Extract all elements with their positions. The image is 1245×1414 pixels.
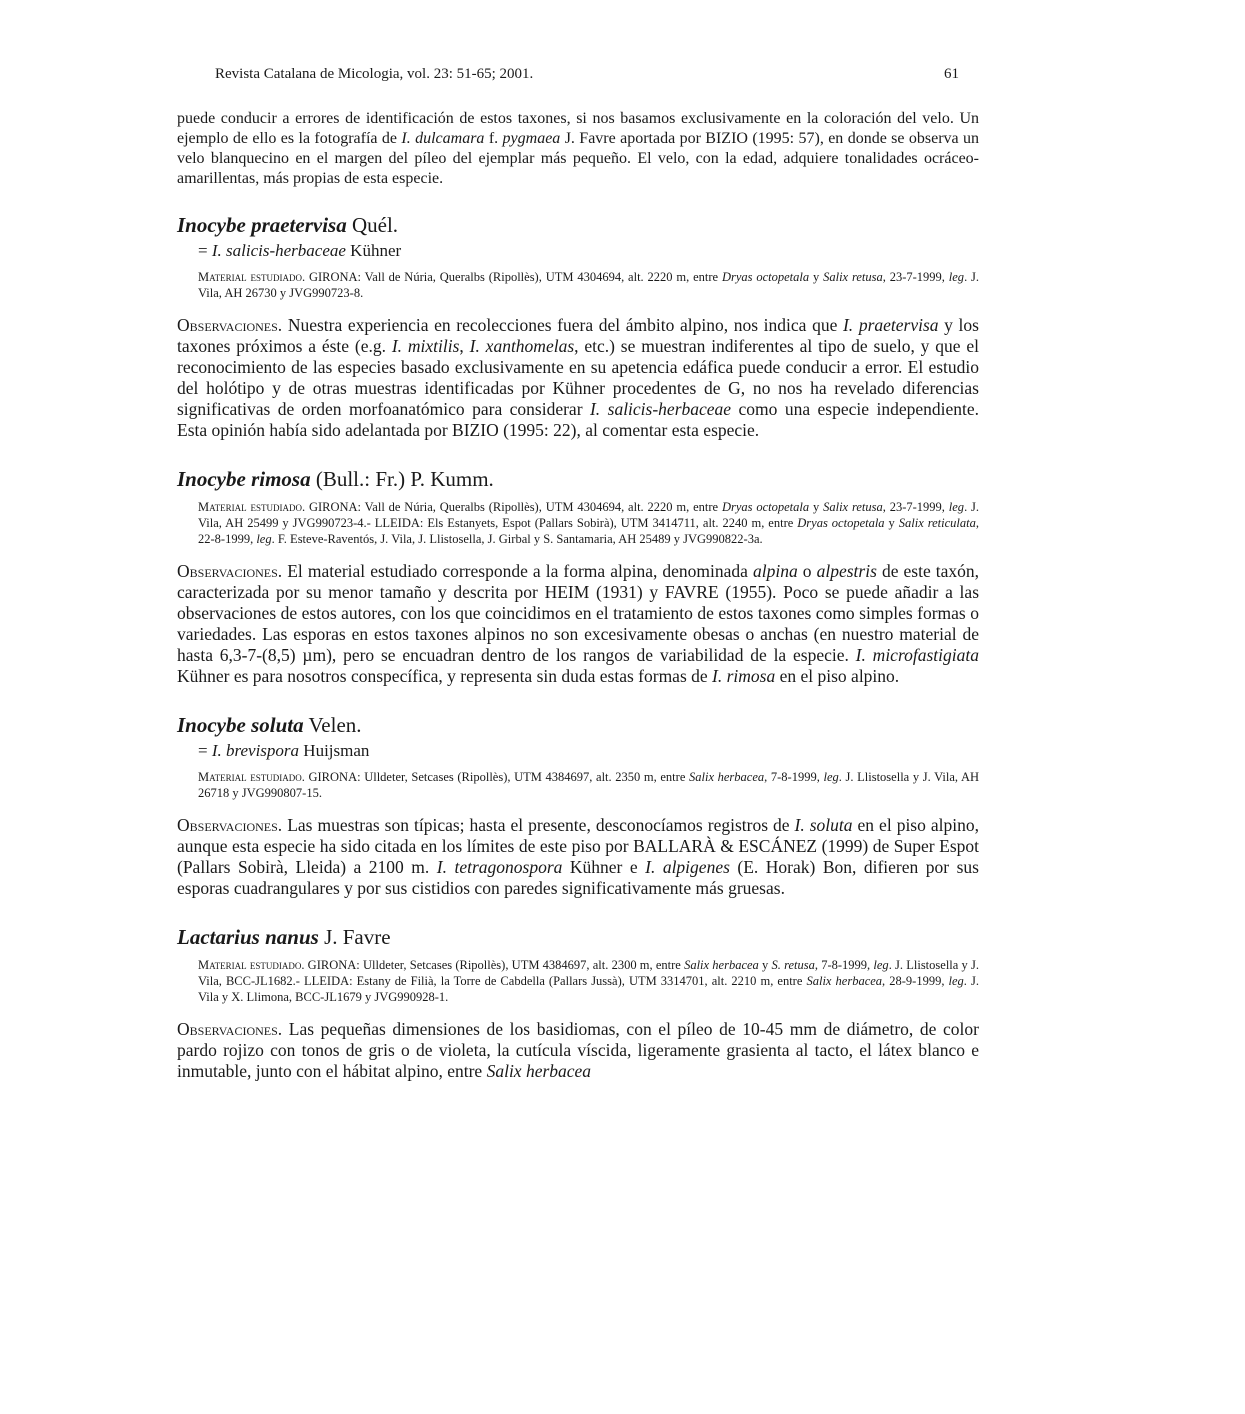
text-segment: en el piso alpino. bbox=[775, 666, 900, 686]
species-heading bbox=[177, 925, 979, 949]
synonym-author: Huijsman bbox=[299, 741, 370, 760]
text-segment: I. xanthomelas bbox=[469, 336, 575, 356]
text-segment: leg bbox=[948, 270, 965, 284]
text-segment: y los taxones próximos a éste (e.g. bbox=[177, 315, 979, 356]
species-author: Velen. bbox=[303, 713, 362, 737]
material-label: Material estudiado. bbox=[198, 958, 305, 972]
species-heading bbox=[177, 467, 979, 491]
text-segment: S. retusa bbox=[771, 958, 815, 972]
text-segment: Salix retusa bbox=[823, 270, 883, 284]
species-author: J. Favre bbox=[318, 925, 391, 949]
text-segment: , 23-7-1999, bbox=[882, 270, 949, 284]
observations bbox=[177, 815, 979, 899]
text-segment: leg bbox=[948, 974, 964, 988]
page-number: 61 bbox=[944, 66, 959, 82]
text-segment: I. salicis-herbaceae bbox=[589, 399, 732, 419]
text-segment: Nuestra experiencia en recolecciones fuera del ámbito alpino, nos indica que bbox=[282, 315, 843, 335]
text-segment: y bbox=[809, 270, 824, 284]
text-segment: I. praetervisa bbox=[842, 315, 939, 335]
observations-label: Observaciones. bbox=[177, 1019, 283, 1039]
text-segment: Salix herbacea bbox=[806, 974, 883, 988]
observations bbox=[177, 1019, 979, 1082]
text-segment: leg bbox=[823, 770, 839, 784]
species-name: Inocybe rimosa bbox=[177, 467, 311, 491]
observations-label: Observaciones. bbox=[177, 815, 283, 835]
text-segment: = bbox=[198, 241, 212, 260]
species-heading bbox=[177, 213, 979, 237]
material-label: Material estudiado. bbox=[198, 270, 306, 284]
text-segment: Las pequeñas dimensiones de los basidiomas, con el píleo de 10-45 mm de diámetro, de color pardo rojizo con tonos de gris o de violeta, la cutícula víscida, ligeramente grasienta al tacto, el látex blanco e inmutable, junto con el hábitat alpino, entre bbox=[177, 1019, 979, 1081]
species-name: Lactarius nanus bbox=[177, 925, 319, 949]
text-segment: , 22-8-1999, bbox=[198, 516, 979, 546]
synonym-author: Kühner bbox=[345, 241, 402, 260]
text-segment: , 23-7-1999, bbox=[882, 500, 949, 514]
text-segment: Kühner e bbox=[562, 857, 646, 877]
species-entry bbox=[177, 713, 979, 899]
text-segment: I. soluta bbox=[794, 815, 853, 835]
text-segment: Dryas octopetala bbox=[721, 500, 810, 514]
text-segment: leg bbox=[948, 500, 965, 514]
text-segment: . F. Esteve-Raventós, J. Vila, J. Llistosella, J. Girbal y S. Santamaria, AH 25489 y JVG990822-3a. bbox=[271, 532, 763, 546]
text-segment: GIRONA: Ulldeter, Setcases (Ripollès), UTM 4384697, alt. 2350 m, entre bbox=[304, 770, 689, 784]
species-entry bbox=[177, 467, 979, 687]
text-segment: . J. Vila, AH 26730 y JVG990723-8. bbox=[198, 270, 980, 300]
material-studied bbox=[198, 957, 979, 1005]
text-segment: Salix herbacea bbox=[486, 1061, 592, 1081]
observations bbox=[177, 315, 979, 441]
species-entry bbox=[177, 925, 979, 1082]
synonym-name: I. salicis-herbaceae bbox=[211, 241, 346, 260]
synonym bbox=[198, 741, 979, 761]
synonym-name: I. brevispora bbox=[211, 741, 300, 760]
text-segment: Salix reticulata bbox=[898, 516, 976, 530]
text-segment: GIRONA: Vall de Núria, Queralbs (Ripollès), UTM 4304694, alt. 2220 m, entre bbox=[305, 500, 722, 514]
text-segment: puede conducir a errores de identificación de estos taxones, si nos basamos exclusivamente en la coloración del velo. Un ejemplo de ello es la fotografía de bbox=[177, 110, 979, 147]
text-segment: , 28-9-1999, bbox=[882, 974, 949, 988]
text-segment: . J. Vila, AH 25499 y JVG990723-4.- LLEIDA: Els Estanyets, Espot (Pallars Sobirà), UTM 3414711, alt. 2240 m, entre bbox=[198, 500, 980, 530]
material-label: Material estudiado. bbox=[198, 770, 305, 784]
text-segment: Salix retusa bbox=[823, 500, 883, 514]
text-segment: pygmaea bbox=[502, 130, 561, 147]
species-author: Quél. bbox=[346, 213, 399, 237]
text-segment: leg bbox=[873, 958, 889, 972]
species-name: Inocybe soluta bbox=[177, 713, 304, 737]
text-segment: Salix herbacea bbox=[689, 770, 765, 784]
observations bbox=[177, 561, 979, 687]
text-segment: , 7-8-1999, bbox=[814, 958, 874, 972]
text-segment: Dryas octopetala bbox=[721, 270, 810, 284]
species-entry bbox=[177, 213, 979, 441]
text-segment: I. alpigenes bbox=[645, 857, 730, 877]
text-segment: J. Favre aportada por BIZIO (1995: 57), en donde se observa un velo blanquecino en el margen del píleo del ejemplar más pequeño. El velo, con la edad, adquiere tonalidades ocráceo-amarillentas, más propias de esta especie. bbox=[177, 130, 980, 187]
text-segment: Kühner es para nosotros conspecífica, y representa sin duda estas formas de bbox=[177, 666, 713, 686]
running-header bbox=[215, 66, 979, 83]
text-segment: I. dulcamara bbox=[401, 130, 485, 147]
text-segment: = bbox=[198, 741, 212, 760]
text-segment: de este taxón, caracterizada por su menor tamaño y descrita por HEIM (1931) y FAVRE (1955). Poco se puede añadir a las observaciones de estos autores, con los que coincidimos en el tratamiento de estos taxones como simples formas o variedades. Las esporas en estos taxones alpinos no son excesivamente obesas o anchas (en nuestro material de hasta 6,3-7-(8,5) µm), pero se encuadran dentro de los rangos de variabilidad de la especie. bbox=[177, 561, 980, 665]
text-segment: I. rimosa bbox=[712, 666, 776, 686]
observations-label: Observaciones. bbox=[177, 315, 283, 335]
text-segment: . J. Llistosella y J. Vila, BCC-JL1682.- LLEIDA: Estany de Filià, la Torre de Cabdella (Pallars Jussà), UTM 3314701, alt. 2210 m, entre bbox=[198, 958, 979, 988]
text-segment: I. microfastigiata bbox=[855, 645, 979, 665]
text-segment: alpestris bbox=[816, 561, 877, 581]
species-author: (Bull.: Fr.) P. Kumm. bbox=[310, 467, 494, 491]
text-segment: alpina bbox=[753, 561, 798, 581]
text-segment: GIRONA: Ulldeter, Setcases (Ripollès), UTM 4384697, alt. 2300 m, entre bbox=[304, 958, 685, 972]
page bbox=[177, 66, 979, 1082]
text-segment: y bbox=[809, 500, 824, 514]
text-segment: , 7-8-1999, bbox=[764, 770, 824, 784]
text-segment: , etc.) se muestran indiferentes al tipo de suelo, y que el reconocimiento de las especies basado exclusivamente en su apetencia edáfica puede conducir a error. El estudio del holótipo y de otras muestras identificadas por Kühner procedentes de G, no nos ha revelado diferencias significativas de orden morfoanatómico para considerar bbox=[177, 336, 980, 419]
text-segment: . J. Llistosella y J. Vila, AH 26718 y JVG990807-15. bbox=[198, 770, 979, 800]
text-segment: como una especie independiente. Esta opinión había sido adelantada por BIZIO (1995: 22), al comentar esta especie. bbox=[177, 399, 979, 440]
intro-paragraph bbox=[177, 109, 979, 189]
text-segment: , bbox=[459, 336, 470, 356]
text-segment: en el piso alpino, aunque esta especie ha sido citada en los límites de este piso por BALLARÀ & ESCÁNEZ (1999) de Super Espot (Pallars Sobirà, Lleida) a 2100 m. bbox=[177, 815, 979, 877]
text-segment: Salix herbacea bbox=[684, 958, 759, 972]
text-segment: y bbox=[758, 958, 772, 972]
species-heading bbox=[177, 713, 979, 737]
material-label: Material estudiado. bbox=[198, 500, 306, 514]
material-studied bbox=[198, 769, 979, 801]
text-segment: El material estudiado corresponde a la forma alpina, denominada bbox=[282, 561, 753, 581]
text-segment: . J. Vila y X. Llimona, BCC-JL1679 y JVG990928-1. bbox=[198, 974, 979, 1004]
species-name: Inocybe praetervisa bbox=[177, 213, 347, 237]
text-segment: Dryas octopetala bbox=[797, 516, 885, 530]
text-segment: f. bbox=[484, 130, 503, 147]
text-segment: GIRONA: Vall de Núria, Queralbs (Ripollès), UTM 4304694, alt. 2220 m, entre bbox=[305, 270, 722, 284]
synonym bbox=[198, 241, 979, 261]
text-segment: y bbox=[884, 516, 899, 530]
text-segment: I. tetragonospora bbox=[436, 857, 563, 877]
material-studied bbox=[198, 499, 979, 547]
text-segment: o bbox=[797, 561, 817, 581]
journal-citation: Revista Catalana de Micologia, vol. 23: 51-65; 2001. bbox=[215, 66, 534, 82]
observations-label: Observaciones. bbox=[177, 561, 283, 581]
text-segment: (E. Horak) Bon, difieren por sus esporas cuadrangulares y por sus cistidios con paredes significativamente más gruesas. bbox=[177, 857, 979, 898]
text-segment: leg bbox=[256, 532, 272, 546]
text-segment: I. mixtilis bbox=[391, 336, 460, 356]
text-segment: Las muestras son típicas; hasta el presente, desconocíamos registros de bbox=[282, 815, 795, 835]
material-studied bbox=[198, 269, 979, 301]
